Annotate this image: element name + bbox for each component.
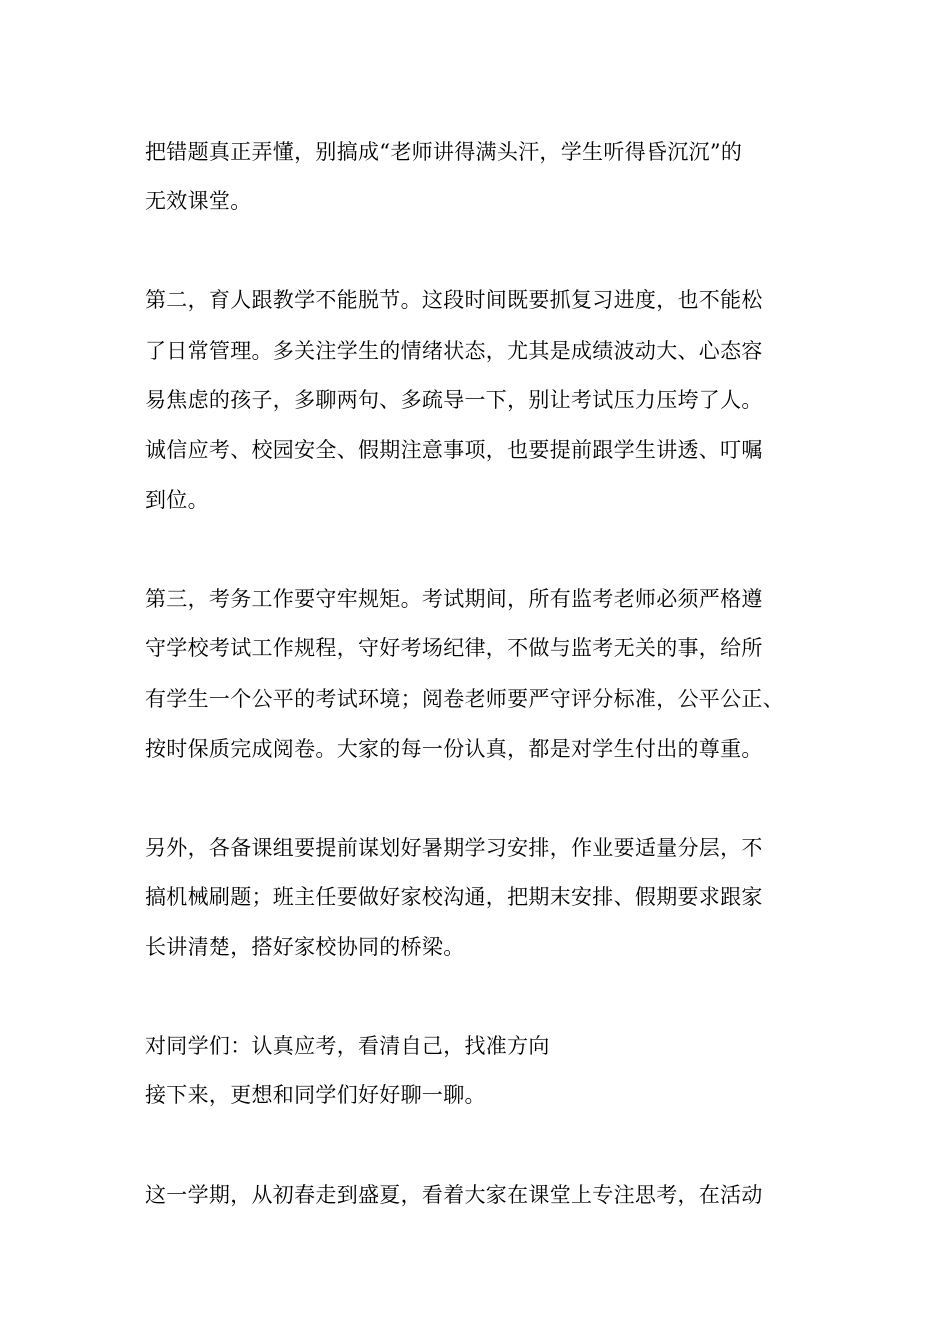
- paragraph-3-line-2: 守学校考试工作规程，守好考场纪律，不做与监考无关的事，给所: [145, 636, 763, 660]
- paragraph-2-line-4: 诚信应考、校园安全、假期注意事项，也要提前跟学生讲透、叮嘱: [145, 438, 763, 462]
- paragraph-1-line-1: 把错题真正弄懂，别搞成“老师讲得满头汗，学生听得昏沉沉”的: [145, 140, 743, 164]
- paragraph-3-line-1: 第三，考务工作要守牢规矩。考试期间，所有监考老师必须严格遵: [145, 587, 763, 611]
- paragraph-4-line-1: 另外，各备课组要提前谋划好暑期学习安排，作业要适量分层，不: [145, 836, 763, 860]
- paragraph-4-line-3: 长讲清楚，搭好家校协同的桥梁。: [145, 935, 465, 959]
- paragraph-2-line-3: 易焦虑的孩子，多聊两句、多疏导一下，别让考试压力压垮了人。: [145, 388, 763, 412]
- paragraph-2-line-5: 到位。: [145, 488, 209, 512]
- paragraph-3-line-4: 按时保质完成阅卷。大家的每一份认真，都是对学生付出的尊重。: [145, 737, 763, 761]
- paragraph-3-line-3: 有学生一个公平的考试环境；阅卷老师要严守评分标准，公平公正、: [145, 687, 784, 711]
- paragraph-6-line-1: 这一学期，从初春走到盛夏，看着大家在课堂上专注思考，在活动: [145, 1183, 763, 1207]
- paragraph-2-line-2: 了日常管理。多关注学生的情绪状态，尤其是成绩波动大、心态容: [145, 339, 763, 363]
- section-heading-students: 对同学们：认真应考，看清自己，找准方向: [145, 1034, 550, 1058]
- paragraph-1-line-2: 无效课堂。: [145, 189, 252, 213]
- paragraph-4-line-2: 搞机械刷题；班主任要做好家校沟通，把期末安排、假期要求跟家: [145, 885, 763, 909]
- paragraph-2-line-1: 第二，育人跟教学不能脱节。这段时间既要抓复习进度，也不能松: [145, 288, 763, 312]
- paragraph-5-line-1: 接下来，更想和同学们好好聊一聊。: [145, 1083, 486, 1107]
